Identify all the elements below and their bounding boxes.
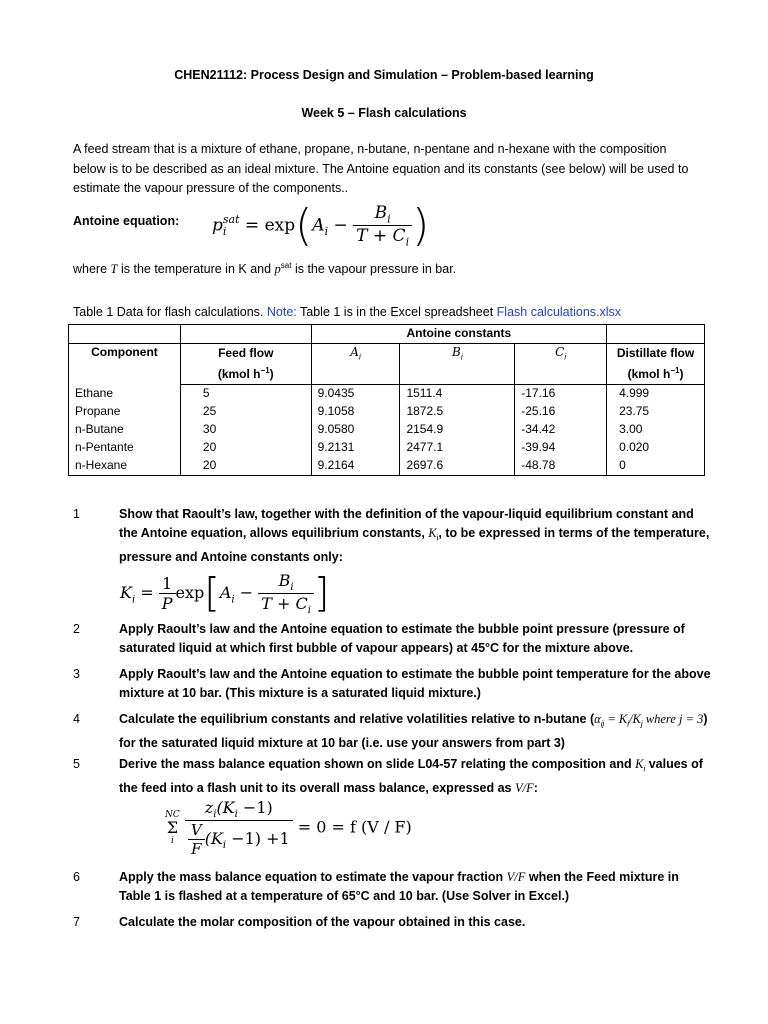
caption-note: Note: xyxy=(266,305,297,319)
equilibrium-constant-equation: $K_i$ = $\frac{1}{P}$ $\exp[A_i$ − $\frac{B_i}{T + C_i}$ ] xyxy=(120,570,330,617)
cell-component: Ethane xyxy=(69,385,181,404)
where-prefix: where xyxy=(73,262,108,277)
q4-slash: /K xyxy=(629,712,641,726)
q1eq-A: A xyxy=(219,583,232,603)
table-row-n-hexane xyxy=(69,457,705,476)
header-distillate-close: ) xyxy=(679,367,684,381)
cell-C: -34.42 xyxy=(515,421,607,439)
q5-vf: V/F xyxy=(514,780,534,795)
question-text xyxy=(119,620,714,658)
q3-part-a: Apply Raoult’s law and the Antoine equation to estimate the xyxy=(119,667,475,681)
q5eq-z-sub: i xyxy=(213,809,217,821)
q5eq-den-end: −1) +1 xyxy=(226,829,290,849)
cell-C: -39.94 xyxy=(515,439,607,457)
antoine-A-sub: i xyxy=(324,224,329,238)
cell-feed: 5 xyxy=(180,385,311,404)
cell-A: 9.2164 xyxy=(311,457,400,476)
q5eq-sum xyxy=(165,810,180,846)
q1eq-K: K xyxy=(120,583,132,603)
q4-eq: = K xyxy=(604,712,628,726)
question-number: 4 xyxy=(73,712,80,726)
q1eq-fraction xyxy=(258,571,314,616)
question-text xyxy=(119,868,714,906)
q1eq-one-over-p xyxy=(159,574,176,613)
cell-distillate: 4.999 xyxy=(607,385,705,404)
q5-k: K xyxy=(635,757,644,771)
where-p-sup: sat xyxy=(280,261,292,270)
q5eq-rhs: = 0 = f (V / F) xyxy=(297,817,412,837)
q5eq-V: V xyxy=(188,821,205,840)
cell-distillate: 23.75 xyxy=(607,403,705,421)
antoine-den: T + C xyxy=(356,226,406,247)
table-caption xyxy=(73,305,621,319)
q4-alpha-sub: ij xyxy=(600,719,605,729)
q4-ki-sub: i xyxy=(627,719,630,729)
q1-k-sub: i xyxy=(436,533,439,543)
q2-bubble-pressure: bubble point pressure xyxy=(477,622,610,636)
antoine-label: Antoine equation: xyxy=(73,214,180,228)
question-text xyxy=(119,913,714,932)
cell-B: 1511.4 xyxy=(400,385,515,404)
cell-C: -48.78 xyxy=(515,457,607,476)
cell-B: 2697.6 xyxy=(400,457,515,476)
q5eq-den-k: (K xyxy=(204,829,223,849)
q1eq-minus: − xyxy=(239,583,254,603)
q1eq-A-sub: i xyxy=(231,594,235,606)
q1eq-den: T + C xyxy=(261,594,308,614)
antoine-fraction xyxy=(353,203,412,249)
question-number: 6 xyxy=(73,870,80,884)
antoine-den-sub: i xyxy=(405,235,410,249)
cell-B: 2154.9 xyxy=(400,421,515,439)
q1-raoult: Raoult’s law xyxy=(182,507,255,521)
group-header-antoine: Antoine constants xyxy=(311,325,606,344)
q4-kj-sub: j xyxy=(640,719,643,729)
q7-text: Calculate the molar composition of the vapour obtained in this case. xyxy=(119,915,526,929)
table-row-n-butane xyxy=(69,421,705,439)
question-number: 5 xyxy=(73,757,80,771)
question-number: 7 xyxy=(73,915,80,929)
q4-where: where j = 3 xyxy=(642,712,704,726)
q1-part-a: Show that xyxy=(119,507,179,521)
header-A xyxy=(311,344,400,385)
cell-A: 9.2131 xyxy=(311,439,400,457)
caption-file-link[interactable]: Flash calculations.xlsx xyxy=(496,305,622,319)
q5eq-sum-bot: i xyxy=(170,836,174,847)
cell-feed: 25 xyxy=(180,403,311,421)
caption-label: Table 1 Data for flash calculations. xyxy=(73,305,264,319)
q5eq-sigma: Σ xyxy=(166,818,179,838)
q1eq-den-sub: i xyxy=(307,605,311,617)
antoine-lhs: p xyxy=(212,215,223,236)
where-middle: is the temperature in K and xyxy=(120,262,272,277)
cell-component: n-Hexane xyxy=(69,457,181,476)
q5eq-num-k-sub: i xyxy=(234,809,238,821)
header-feed-exp: −1 xyxy=(260,366,270,375)
q1eq-one: 1 xyxy=(159,574,176,594)
q5eq-den-k-sub: i xyxy=(222,840,227,852)
q6-vf: V/F xyxy=(506,870,526,884)
q6-part-a: Apply the mass balance equation to estimate the vapour fraction xyxy=(119,870,504,884)
q5-colon: : xyxy=(533,780,538,795)
antoine-B-sub: i xyxy=(387,212,391,226)
header-A-text: A xyxy=(350,345,359,359)
cell-A: 9.1058 xyxy=(311,403,400,421)
q5-part-a: Derive the mass balance equation shown on slide L04-57 relating the composition and xyxy=(119,757,632,771)
q1-part-c: , together with the definition of the vapour-liquid equilibrium constant and the Antoine equation, allows equilibrium constants, xyxy=(119,507,694,540)
page-title: CHEN21112: Process Design and Simulation – Problem-based learning xyxy=(174,68,594,82)
q1-k: K xyxy=(428,526,437,540)
header-feed-unit: (kmol h xyxy=(217,367,261,381)
where-p: p xyxy=(274,262,281,277)
header-A-sub: i xyxy=(358,352,361,362)
q5-part-b: values of the feed into a flash unit to its overall mass balance, expressed as xyxy=(119,757,703,795)
question-number: 1 xyxy=(73,507,80,521)
q1-part-d: , to be expressed in terms of the temperature, pressure and Antoine constants only: xyxy=(119,526,710,564)
cell-B: 1872.5 xyxy=(400,403,515,421)
header-B-text: B xyxy=(452,345,461,359)
cell-component: Propane xyxy=(69,403,181,421)
question-text xyxy=(119,710,714,753)
antoine-B: B xyxy=(374,203,388,223)
cell-component: n-Pentante xyxy=(69,439,181,457)
q1eq-B: B xyxy=(278,571,291,590)
header-distillate-label: Distillate flow xyxy=(616,346,695,360)
cell-feed: 20 xyxy=(180,457,311,476)
q1eq-K-sub: i xyxy=(131,594,136,606)
where-suffix: is the vapour pressure in bar. xyxy=(294,262,457,277)
q2-part-a: Apply Raoult’s law and the Antoine equation to estimate the xyxy=(119,622,475,636)
cell-C: -17.16 xyxy=(515,385,607,404)
q5eq-fraction xyxy=(185,798,293,858)
q2-part-c: (pressure of saturated liquid at which first bubble of vapour appears) at 45°C for the mixture above. xyxy=(119,622,685,655)
q3-bubble-temperature: bubble point temperature xyxy=(477,667,629,681)
header-feed xyxy=(180,344,311,385)
question-text xyxy=(119,755,714,798)
antoine-eq-exp: = exp xyxy=(244,215,296,236)
q1eq-exp: exp xyxy=(175,583,205,603)
flash-mass-balance-equation xyxy=(165,798,412,858)
antoine-A: A xyxy=(312,215,325,236)
q5eq-v-over-f xyxy=(188,821,205,858)
header-feed-label: Feed flow xyxy=(218,346,274,360)
antoine-equation: p sat i = $\exp(A_i$ − $\frac{B_i}{T + C_i}$ ) xyxy=(212,199,430,251)
flash-data-table xyxy=(68,324,705,476)
q4-part-b: ) for the saturated liquid mixture at 10 bar (i.e. use your answers from part 3) xyxy=(119,712,708,750)
cell-distillate: 0.020 xyxy=(607,439,705,457)
page-subtitle: Week 5 – Flash calculations xyxy=(301,106,467,120)
question-number: 2 xyxy=(73,622,80,636)
q1eq-B-sub: i xyxy=(290,582,294,594)
q4-alpha: α xyxy=(594,712,601,726)
header-distillate xyxy=(607,344,705,385)
q1eq-P: P xyxy=(161,594,173,614)
header-C-sub: i xyxy=(564,352,567,362)
cell-component: n-Butane xyxy=(69,421,181,439)
cell-B: 2477.1 xyxy=(400,439,515,457)
q5eq-F: F xyxy=(191,840,202,859)
cell-C: -25.16 xyxy=(515,403,607,421)
antoine-lhs-sup: sat xyxy=(222,212,240,226)
q5eq-z: z xyxy=(204,798,214,817)
q4-part-a: Calculate the equilibrium constants and relative volatilities relative to n-butane ( xyxy=(119,712,595,726)
header-distillate-exp: −1 xyxy=(670,366,680,375)
cell-A: 9.0435 xyxy=(311,385,400,404)
q5-k-sub: i xyxy=(643,764,646,774)
q5eq-sum-top: NC xyxy=(165,810,180,821)
where-line xyxy=(73,261,456,277)
question-text xyxy=(119,505,714,567)
question-text xyxy=(119,665,714,703)
caption-text: Table 1 is in the Excel spreadsheet xyxy=(300,305,494,319)
cell-feed: 20 xyxy=(180,439,311,457)
header-B-sub: i xyxy=(460,352,463,362)
header-feed-close: ) xyxy=(269,367,274,381)
cell-distillate: 3.00 xyxy=(607,421,705,439)
cell-distillate: 0 xyxy=(607,457,705,476)
intro-paragraph: A feed stream that is a mixture of ethane, propane, n-butane, n-pentane and n-hexane with the composition below is to be described as an ideal mixture. The Antoine equation and its constants (see below) will be used to estimate the vapour pressure of the components.. xyxy=(73,142,689,195)
header-B xyxy=(400,344,515,385)
table-row-propane xyxy=(69,403,705,421)
cell-A: 9.0580 xyxy=(311,421,400,439)
q5eq-num-k: (K xyxy=(216,798,235,817)
table-row-ethane xyxy=(69,385,705,404)
antoine-minus: − xyxy=(333,215,348,236)
q1eq-eq: = xyxy=(140,583,154,603)
antoine-lhs-sub: i xyxy=(222,224,227,238)
header-distillate-unit: (kmol h xyxy=(627,367,671,381)
q5eq-num-end: −1) xyxy=(237,798,273,817)
where-T: T xyxy=(110,262,118,277)
q3-part-c: for the above mixture at 10 bar. (This mixture is a saturated liquid mixture.) xyxy=(119,667,711,700)
cell-feed: 30 xyxy=(180,421,311,439)
question-number: 3 xyxy=(73,667,80,681)
header-C-text: C xyxy=(555,345,565,359)
table-row-n-pentante xyxy=(69,439,705,457)
header-C xyxy=(515,344,607,385)
q6-part-b: when the Feed mixture in Table 1 is flashed at a temperature of 65°C and 10 bar. (Use Solver in Excel.) xyxy=(119,870,679,903)
header-component: Component xyxy=(69,344,181,385)
